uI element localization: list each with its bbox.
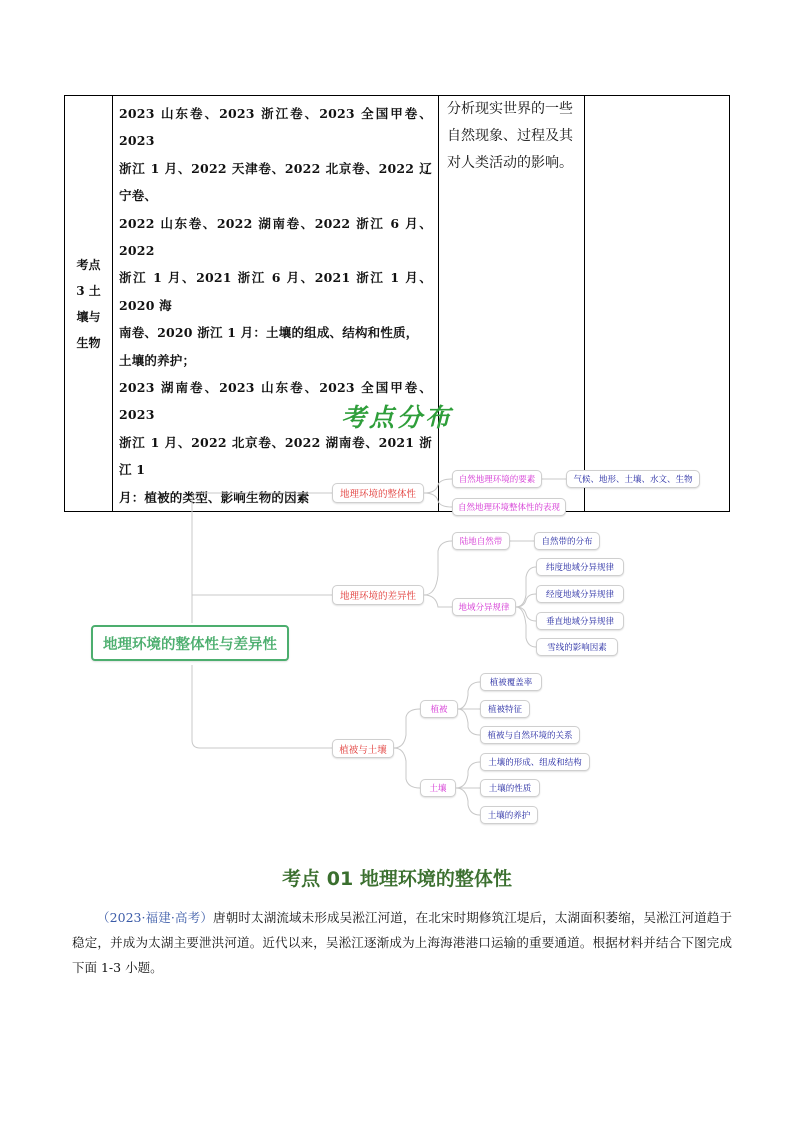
connector [192, 493, 332, 623]
integrity-manifestation-node[interactable]: 自然地理环境整体性的表现 [452, 498, 566, 516]
distribution-title: 考点分布 [340, 403, 453, 432]
exam-point-table [64, 95, 730, 512]
papers-line: 浙江 1 月、2022 北京卷、2022 湖南卷、2021 浙江 1 [119, 434, 432, 478]
regional-law-node[interactable]: 地域分异规律 [452, 598, 516, 616]
section-title: 考点 01 地理环境的整体性 [282, 868, 512, 890]
table-row [65, 96, 730, 512]
veg-environment-node[interactable]: 植被与自然环境的关系 [480, 726, 580, 744]
connector [458, 709, 480, 735]
root-node[interactable]: 地理环境的整体性与差异性 [91, 625, 289, 661]
vegetation-node[interactable]: 植被 [420, 700, 458, 718]
soil-conservation-node[interactable]: 土壤的养护 [480, 806, 538, 824]
land-zone-node[interactable]: 陆地自然带 [452, 532, 510, 550]
connector [192, 665, 332, 748]
longitude-law-node[interactable]: 经度地域分异规律 [536, 585, 624, 603]
requirement-line: 分析现实世界的一些 [447, 101, 573, 117]
exam-papers-cell [113, 96, 439, 512]
connector [516, 607, 536, 621]
topic-line: 考点 [76, 257, 101, 272]
connector [424, 595, 452, 607]
elements-detail-node[interactable]: 气候、地形、土壤、水文、生物 [566, 470, 700, 488]
soil-property-node[interactable]: 土壤的性质 [480, 779, 540, 797]
papers-line: 南卷、2020 浙江 1 月：土壤的组成、结构和性质， [119, 325, 419, 341]
integrity-node[interactable]: 地理环境的整体性 [332, 483, 424, 503]
snowline-factors-node[interactable]: 雪线的影响因素 [536, 638, 618, 656]
connector [394, 709, 420, 748]
veg-soil-node[interactable]: 植被与土壤 [332, 739, 394, 758]
soil-formation-node[interactable]: 土壤的形成、组成和结构 [480, 753, 590, 771]
question-source: （2023·福建·高考） [97, 910, 214, 925]
question-passage [72, 905, 732, 980]
requirement-line: 自然现象、过程及其 [447, 128, 573, 144]
connector [424, 493, 452, 507]
papers-line: 月：植被的类型、影响生物的因素 [119, 489, 310, 505]
extra-cell [585, 96, 730, 512]
latitude-law-node[interactable]: 纬度地域分异规律 [536, 558, 624, 576]
connector [192, 595, 332, 623]
connector [458, 682, 480, 709]
soil-node[interactable]: 土壤 [420, 779, 456, 797]
papers-line: 2023 山东卷、2023 浙江卷、2023 全国甲卷、2023 [119, 106, 432, 149]
vertical-law-node[interactable]: 垂直地域分异规律 [536, 612, 624, 630]
papers-line: 土壤的养护； [119, 352, 196, 368]
difference-node[interactable]: 地理环境的差异性 [332, 585, 424, 605]
passage-text: 唐朝时太湖流域未形成吴淞江河道，在北宋时期修筑江堤后，太湖面积萎缩，吴淞江河道趋于稳定，并成为太湖主要泄洪河道。近代以来，吴淞江逐渐成为上海海港港口运输的重要通道。根据材料并结合下图完成下面 1-3 小题。 [72, 910, 732, 975]
topic-cell [65, 96, 113, 512]
topic-line: 生物 [76, 335, 101, 350]
connector [424, 541, 452, 595]
papers-line: 2022 山东卷、2022 湖南卷、2022 浙江 6 月、2022 [119, 215, 432, 259]
requirement-line: 对人类活动的影响。 [447, 155, 573, 171]
papers-line: 浙江 1 月、2022 天津卷、2022 北京卷、2022 辽宁卷、 [119, 160, 432, 204]
veg-feature-node[interactable]: 植被特征 [480, 700, 530, 718]
topic-line: 3 土 [76, 283, 101, 298]
connector [456, 788, 480, 815]
papers-line: 浙江 1 月、2021 浙江 6 月、2021 浙江 1 月、2020 海 [119, 270, 432, 313]
mind-map [0, 455, 794, 835]
connector [424, 479, 452, 493]
papers-line: 2023 湖南卷、2023 山东卷、2023 全国甲卷、2023 [119, 380, 432, 423]
veg-coverage-node[interactable]: 植被覆盖率 [480, 673, 542, 691]
requirement-cell [439, 96, 585, 512]
land-zone-distribution-node[interactable]: 自然带的分布 [534, 532, 600, 550]
natural-elements-node[interactable]: 自然地理环境的要素 [452, 470, 542, 488]
connector [456, 762, 480, 788]
topic-line: 壤与 [76, 309, 101, 324]
connector [394, 748, 420, 788]
